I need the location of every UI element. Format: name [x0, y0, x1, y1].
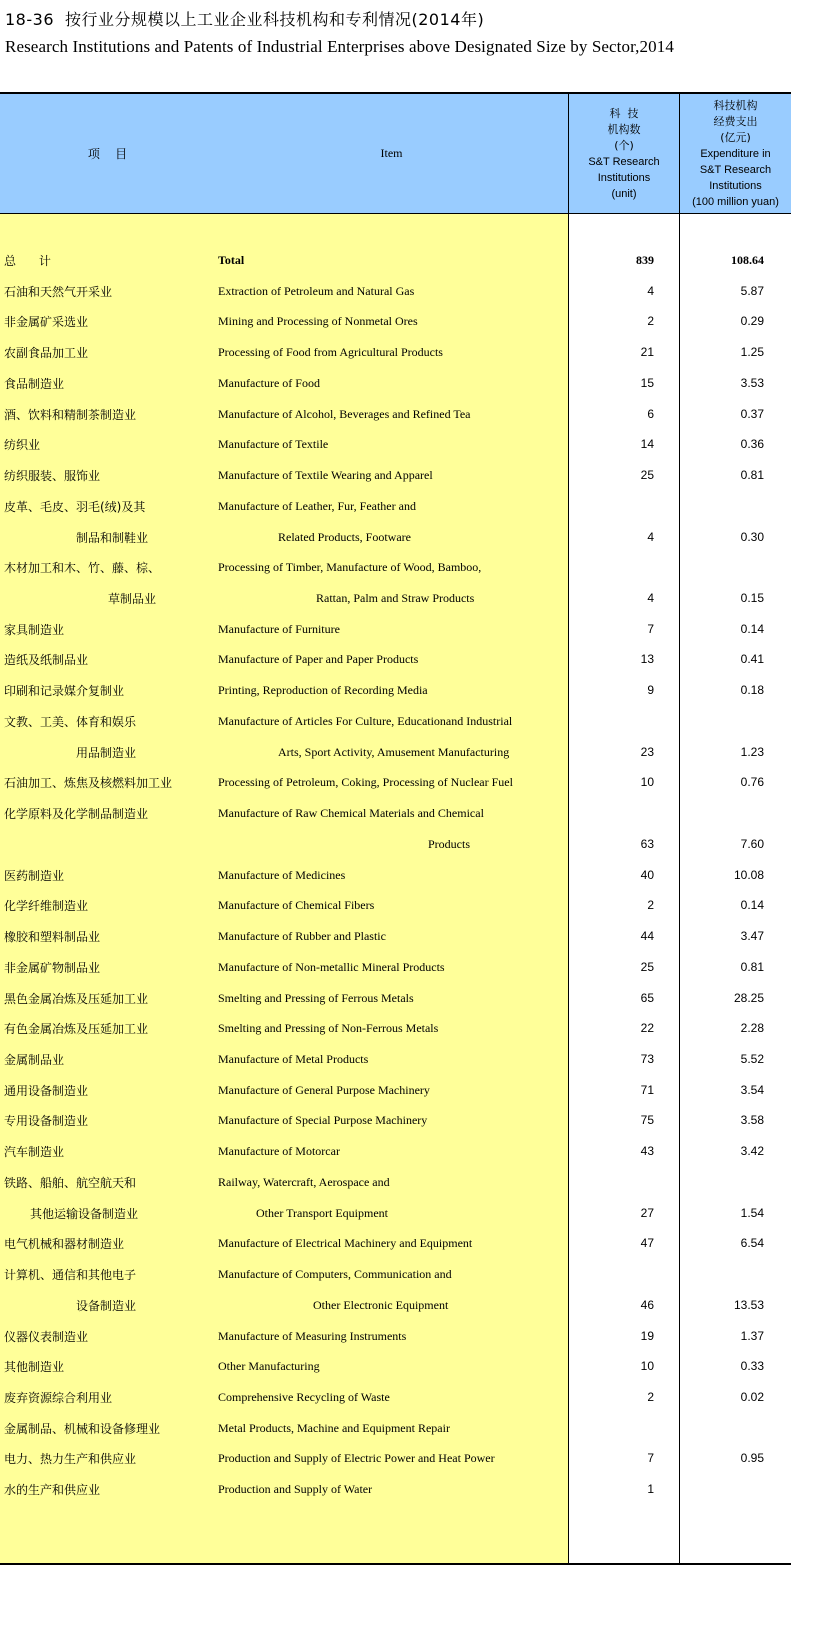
header-col2-en-2: S&T Research: [699, 163, 772, 176]
header-col1-en-2: Institutions: [597, 171, 651, 184]
row-label-cn: 酒、饮料和精制茶制造业: [4, 407, 137, 422]
data-table: [0, 92, 791, 1564]
institutions-value: 27: [640, 1205, 654, 1220]
row-label-en: Processing of Timber, Manufacture of Wood, Bamboo,: [218, 560, 482, 575]
table-row: [0, 1382, 791, 1412]
row-label-en: Manufacture of Special Purpose Machinery: [218, 1113, 428, 1128]
header-col2-en-3: Institutions: [709, 179, 762, 192]
row-label-en: Manufacture of Non-metallic Mineral Products: [218, 959, 445, 974]
institutions-value: 9: [647, 683, 654, 698]
row-label-en: Manufacture of Electrical Machinery and Equipment: [218, 1236, 473, 1251]
expenditure-value: 0.37: [740, 406, 764, 421]
institutions-value: 2: [647, 314, 654, 329]
table-row: [0, 1105, 791, 1135]
institutions-value: 4: [647, 529, 654, 544]
table-row: [0, 675, 791, 705]
row-label-cn: 计算机、通信和其他电子: [4, 1268, 137, 1283]
row-label-cn: 化学纤维制造业: [4, 899, 89, 914]
table-row: [0, 1474, 791, 1504]
row-label-en: Manufacture of Textile Wearing and Apparel: [218, 468, 433, 483]
title-cn-text: 按行业分规模以上工业企业科技机构和专利情况(2014年): [65, 10, 485, 29]
table-row: [0, 1013, 791, 1043]
table-row: [0, 1351, 791, 1381]
institutions-value: 839: [636, 253, 654, 267]
header-col1-en-3: (unit): [611, 187, 637, 200]
table-row: [0, 245, 791, 275]
institutions-value: 73: [640, 1051, 654, 1066]
expenditure-value: 0.95: [740, 1451, 764, 1466]
row-label-cn: 食品制造业: [4, 376, 65, 391]
table-row: [0, 1321, 791, 1351]
row-label-en: Manufacture of Raw Chemical Materials and Chemical: [218, 806, 484, 821]
institutions-value: 75: [640, 1113, 654, 1128]
expenditure-value: 1.37: [740, 1328, 764, 1343]
row-label-cn: 石油和天然气开采业: [4, 284, 113, 299]
row-label-en: Manufacture of General Purpose Machinery: [218, 1082, 430, 1097]
expenditure-value: 3.53: [740, 375, 764, 390]
table-row: [0, 1413, 791, 1443]
institutions-value: 13: [640, 652, 654, 667]
row-label-cn: 电力、热力生产和供应业: [4, 1452, 137, 1467]
row-label-cn: 有色金属冶炼及压延加工业: [4, 1022, 149, 1037]
table-row: [0, 460, 791, 490]
row-label-en: Manufacture of Chemical Fibers: [218, 898, 375, 913]
table-row: [0, 1259, 791, 1289]
expenditure-value: 0.76: [740, 775, 764, 790]
institutions-value: 10: [640, 1359, 654, 1374]
header-col2-cn-2: 经费支出: [713, 114, 758, 128]
institutions-value: 1: [647, 1482, 654, 1497]
table-row: [0, 614, 791, 644]
institutions-value: 40: [640, 867, 654, 882]
row-label-cn: 印刷和记录媒介复制业: [4, 684, 125, 699]
expenditure-value: 0.29: [740, 314, 764, 329]
header-col1-cn-2: 机构数: [607, 122, 641, 136]
header-col2-cn-3: (亿元): [720, 130, 751, 144]
table-row: [0, 1228, 791, 1258]
institutions-value: 14: [640, 437, 654, 452]
table-row: [0, 306, 791, 336]
row-label-cn: 用品制造业: [76, 745, 137, 760]
row-label-en: Extraction of Petroleum and Natural Gas: [218, 283, 415, 298]
row-label-cn: 总 计: [4, 254, 51, 268]
institutions-value: 25: [640, 959, 654, 974]
row-label-cn: 草制品业: [108, 592, 157, 607]
expenditure-value: 0.02: [740, 1390, 764, 1404]
row-label-en: Processing of Food from Agricultural Products: [218, 345, 443, 360]
header-col2-en-1: Expenditure in: [700, 147, 771, 160]
header-col1-cn-1: 科 技: [609, 106, 639, 120]
table-row: [0, 368, 791, 398]
table-row: [0, 276, 791, 306]
header-col1-en-1: S&T Research: [588, 155, 660, 168]
row-label-en: Processing of Petroleum, Coking, Processing of Nuclear Fuel: [218, 775, 513, 790]
table-number: 18-36: [5, 10, 54, 29]
row-label-cn: 橡胶和塑料制品业: [4, 930, 101, 945]
header-col2-cn-1: 科技机构: [713, 98, 758, 112]
row-label-en: Products: [428, 836, 470, 851]
row-label-en: Manufacture of Metal Products: [218, 1051, 369, 1066]
expenditure-value: 1.25: [740, 345, 764, 360]
table-row: [0, 1167, 791, 1197]
table-row: [0, 552, 791, 582]
institutions-value: 4: [647, 591, 654, 606]
row-label-cn: 化学原料及化学制品制造业: [4, 807, 149, 822]
row-label-en: Printing, Reproduction of Recording Media: [218, 683, 428, 698]
header-col2-en-4: (100 million yuan): [692, 195, 779, 208]
institutions-value: 15: [640, 375, 654, 390]
row-label-en: Arts, Sport Activity, Amusement Manufacturing: [278, 744, 510, 759]
expenditure-value: 0.81: [740, 959, 764, 974]
expenditure-value: 5.87: [740, 283, 764, 298]
row-label-en: Comprehensive Recycling of Waste: [218, 1390, 390, 1404]
row-label-en: Related Products, Footware: [278, 529, 411, 544]
table-row: [0, 1198, 791, 1228]
row-label-cn: 铁路、船舶、航空航天和: [4, 1175, 137, 1190]
table-row: [0, 983, 791, 1013]
table-row: [0, 337, 791, 367]
row-label-cn: 木材加工和木、竹、藤、棕、: [4, 561, 161, 576]
expenditure-value: 3.58: [740, 1113, 764, 1128]
expenditure-value: 28.25: [733, 990, 764, 1005]
row-label-en: Production and Supply of Water: [218, 1482, 373, 1497]
institutions-value: 23: [640, 744, 654, 759]
header-col1-cn-3: (个): [614, 138, 634, 152]
expenditure-value: 6.54: [740, 1236, 764, 1251]
institutions-value: 25: [640, 468, 654, 483]
expenditure-value: 108.64: [731, 253, 764, 267]
table-row: [0, 583, 791, 613]
row-label-cn: 设备制造业: [76, 1298, 137, 1313]
table-header: [0, 92, 791, 214]
row-label-en: Production and Supply of Electric Power and Heat Power: [218, 1451, 495, 1466]
row-label-en: Manufacture of Alcohol, Beverages and Refined Tea: [218, 406, 471, 421]
table-row: [0, 491, 791, 521]
table-row: [0, 829, 791, 859]
table-row: [0, 921, 791, 951]
row-label-en: Manufacture of Furniture: [218, 621, 340, 636]
row-label-cn: 金属制品业: [4, 1052, 65, 1067]
header-item-cn: 项 目: [87, 147, 128, 161]
institutions-value: 2: [647, 898, 654, 913]
expenditure-value: 0.14: [740, 621, 764, 636]
row-label-cn: 通用设备制造业: [4, 1083, 89, 1098]
expenditure-value: 0.81: [740, 468, 764, 483]
row-label-cn: 家具制造业: [4, 622, 65, 637]
expenditure-value: 1.23: [740, 744, 764, 759]
expenditure-value: 5.52: [740, 1051, 764, 1066]
expenditure-value: 2.28: [740, 1021, 764, 1036]
table-row: [0, 1136, 791, 1166]
table-row: [0, 1443, 791, 1473]
header-expenditure: [679, 94, 791, 213]
table-row: [0, 737, 791, 767]
row-label-en: Metal Products, Machine and Equipment Repair: [218, 1420, 450, 1435]
row-label-cn: 造纸及纸制品业: [4, 653, 89, 668]
row-label-en: Smelting and Pressing of Non-Ferrous Metals: [218, 1021, 439, 1036]
row-label-en: Manufacture of Textile: [218, 437, 329, 452]
row-label-cn: 废弃资源综合利用业: [4, 1391, 113, 1405]
row-label-cn: 其他运输设备制造业: [30, 1206, 139, 1221]
expenditure-value: 3.54: [740, 1082, 764, 1097]
row-label-cn: 金属制品、机械和设备修理业: [4, 1421, 161, 1436]
row-label-en: Rattan, Palm and Straw Products: [316, 591, 475, 606]
page-title-en: Research Institutions and Patents of Industrial Enterprises above Designated Size by Sector,2014: [5, 37, 674, 56]
page-title-cn: [5, 7, 484, 30]
row-label-en: Other Electronic Equipment: [313, 1297, 449, 1312]
row-label-en: Manufacture of Food: [218, 375, 320, 390]
row-label-cn: 汽车制造业: [4, 1145, 65, 1160]
row-label-cn: 农副食品加工业: [4, 346, 89, 361]
expenditure-value: 0.14: [740, 898, 764, 913]
row-label-cn: 石油加工、炼焦及核燃料加工业: [4, 776, 173, 791]
institutions-value: 22: [640, 1021, 654, 1036]
expenditure-value: 3.47: [740, 929, 764, 944]
institutions-value: 10: [640, 775, 654, 790]
table-row: [0, 522, 791, 552]
table-row: [0, 1044, 791, 1074]
expenditure-value: 10.08: [733, 867, 764, 882]
row-label-cn: 水的生产和供应业: [4, 1483, 101, 1498]
institutions-value: 7: [647, 1451, 654, 1466]
institutions-value: 6: [647, 406, 654, 421]
expenditure-value: 0.33: [740, 1359, 764, 1374]
row-label-en: Manufacture of Motorcar: [218, 1144, 340, 1159]
row-label-en: Manufacture of Computers, Communication and: [218, 1267, 452, 1282]
table-row: [0, 429, 791, 459]
institutions-value: 46: [640, 1297, 654, 1312]
table-row: [0, 1075, 791, 1105]
expenditure-value: 7.60: [740, 836, 764, 851]
row-label-cn: 专用设备制造业: [4, 1114, 89, 1129]
row-label-en: Smelting and Pressing of Ferrous Metals: [218, 990, 414, 1005]
institutions-value: 4: [647, 283, 654, 298]
institutions-value: 7: [647, 621, 654, 636]
row-label-en: Manufacture of Medicines: [218, 867, 346, 882]
expenditure-value: 0.41: [740, 652, 764, 667]
row-label-cn: 非金属矿物制品业: [4, 960, 101, 975]
expenditure-value: 3.42: [740, 1144, 764, 1159]
row-label-cn: 纺织业: [4, 438, 41, 453]
institutions-value: 43: [640, 1144, 654, 1159]
row-label-en: Total: [218, 253, 245, 267]
table-row: [0, 860, 791, 890]
row-label-cn: 医药制造业: [4, 868, 65, 883]
institutions-value: 2: [647, 1390, 654, 1404]
header-institutions: [568, 94, 679, 213]
table-bottom-rule: [0, 1563, 791, 1565]
expenditure-value: 0.18: [740, 683, 764, 698]
expenditure-value: 1.54: [740, 1205, 764, 1220]
row-label-en: Railway, Watercraft, Aerospace and: [218, 1174, 390, 1189]
row-label-en: Manufacture of Measuring Instruments: [218, 1328, 407, 1343]
expenditure-value: 0.30: [740, 529, 764, 544]
table-row: [0, 644, 791, 674]
row-label-en: Manufacture of Articles For Culture, Educationand Industrial: [218, 713, 513, 728]
row-label-cn: 纺织服装、服饰业: [4, 469, 101, 484]
row-label-cn: 其他制造业: [4, 1360, 65, 1375]
row-label-cn: 仪器仪表制造业: [4, 1329, 89, 1344]
header-item-en: Item: [380, 146, 403, 160]
table-row: [0, 399, 791, 429]
row-label-cn: 黑色金属冶炼及压延加工业: [4, 991, 149, 1006]
row-label-en: Other Transport Equipment: [256, 1205, 388, 1220]
table-row: [0, 767, 791, 797]
row-label-cn: 文教、工美、体育和娱乐: [4, 714, 137, 729]
table-row: [0, 890, 791, 920]
table-row: [0, 706, 791, 736]
row-label-en: Other Manufacturing: [218, 1359, 320, 1374]
row-label-en: Mining and Processing of Nonmetal Ores: [218, 314, 418, 329]
row-label-cn: 皮革、毛皮、羽毛(绒)及其: [4, 499, 146, 514]
expenditure-value: 13.53: [733, 1297, 764, 1312]
row-label-cn: 制品和制鞋业: [76, 530, 149, 545]
institutions-value: 21: [640, 345, 654, 360]
institutions-value: 44: [640, 929, 654, 944]
institutions-value: 19: [640, 1328, 654, 1343]
table-row: [0, 1290, 791, 1320]
institutions-value: 63: [640, 836, 654, 851]
institutions-value: 71: [640, 1082, 654, 1097]
table-row: [0, 952, 791, 982]
row-label-cn: 非金属矿采选业: [4, 315, 89, 330]
row-label-cn: 电气机械和器材制造业: [4, 1237, 125, 1252]
row-label-en: Manufacture of Rubber and Plastic: [218, 929, 386, 944]
institutions-value: 65: [640, 990, 654, 1005]
row-label-en: Manufacture of Leather, Fur, Feather and: [218, 498, 416, 513]
institutions-value: 47: [640, 1236, 654, 1251]
expenditure-value: 0.15: [740, 591, 764, 606]
table-row: [0, 798, 791, 828]
row-label-en: Manufacture of Paper and Paper Products: [218, 652, 419, 667]
expenditure-value: 0.36: [740, 437, 764, 452]
